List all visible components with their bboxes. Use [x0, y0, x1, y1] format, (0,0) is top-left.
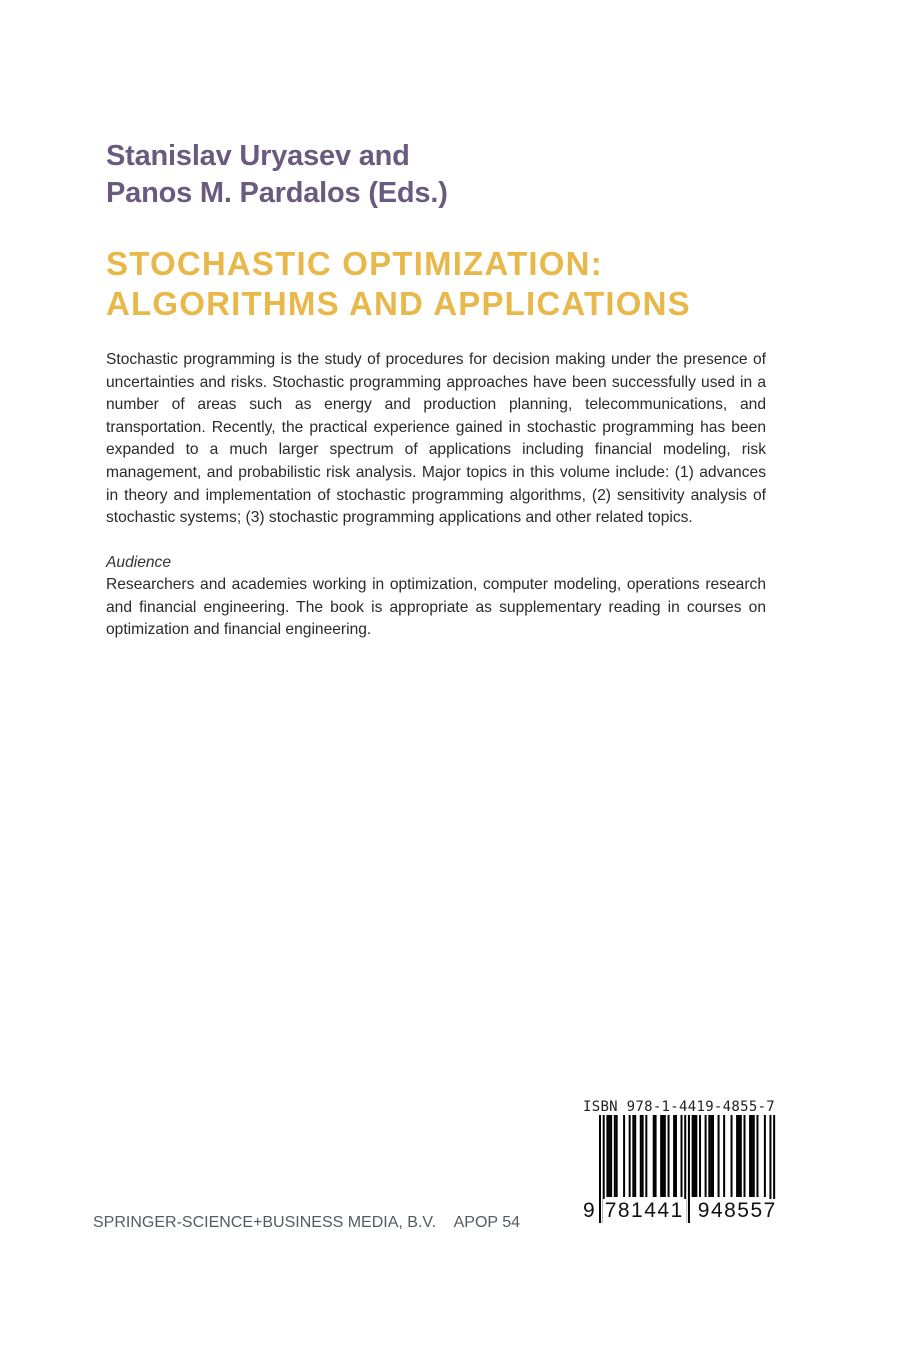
barcode-bar	[645, 1115, 647, 1197]
barcode-bar	[705, 1115, 707, 1197]
barcode-bar	[756, 1115, 758, 1197]
barcode-bar	[623, 1115, 625, 1197]
publisher-line	[93, 1214, 534, 1232]
barcode-bar	[660, 1115, 662, 1197]
barcode-bar	[608, 1115, 610, 1197]
book-title	[106, 244, 691, 324]
barcode-bar	[653, 1115, 655, 1197]
barcode-digit-first: 9	[583, 1199, 595, 1222]
barcode-digits-left: 781441	[604, 1199, 684, 1222]
barcode-bar	[738, 1115, 740, 1197]
barcode-bar	[699, 1115, 701, 1197]
barcode-bar	[708, 1115, 710, 1197]
barcode-bar	[695, 1115, 697, 1197]
barcode-bar	[710, 1115, 712, 1197]
barcode-bar	[693, 1115, 695, 1197]
title-line-2: ALGORITHMS AND APPLICATIONS	[106, 285, 691, 322]
barcode-bar	[655, 1115, 657, 1197]
series-code: APOP 54	[453, 1214, 521, 1231]
author-names	[106, 138, 448, 212]
barcode-bar	[610, 1115, 612, 1197]
barcode-digits-right: 948557	[697, 1199, 777, 1222]
barcode-bar	[731, 1115, 733, 1197]
barcode-bar	[749, 1115, 751, 1197]
barcode-bar	[640, 1115, 642, 1197]
isbn-label: ISBN 978-1-4419-4855-7	[583, 1099, 776, 1115]
book-description	[106, 349, 766, 530]
barcode-bar	[616, 1115, 618, 1197]
audience-heading: Audience	[106, 554, 172, 571]
barcode-bar	[668, 1115, 670, 1197]
barcode-bar	[662, 1115, 664, 1197]
barcode-bar	[614, 1115, 616, 1197]
barcode-bar	[753, 1115, 755, 1197]
barcode-bar	[744, 1115, 746, 1197]
barcode-bar	[634, 1115, 636, 1197]
barcode-bar	[673, 1115, 675, 1197]
barcode-bar	[740, 1115, 742, 1197]
barcode-bar	[723, 1115, 725, 1197]
barcode-bar	[736, 1115, 738, 1197]
barcode-bar	[718, 1115, 720, 1197]
title-line-1: STOCHASTIC OPTIMIZATION:	[106, 245, 603, 282]
barcode-bar	[606, 1115, 608, 1197]
barcode-bar	[675, 1115, 677, 1197]
barcode-bar	[642, 1115, 644, 1197]
author-line-1: Stanislav Uryasev and	[106, 140, 410, 172]
barcode-digits	[583, 1197, 777, 1223]
barcode-bar	[632, 1115, 634, 1197]
barcode-bar	[751, 1115, 753, 1197]
description-paragraph: Stochastic programming is the study of procedures for decision making under the presence of uncertainties and risks. Stochastic programming approaches have been successfully used in a number of areas such as energy and production planning, telecommunications, and transportation. Recently, the practical experience gained in stochastic programming has been expanded to a much larger spectrum of applications including financial modeling, risk management, and probabilistic risk analysis. Major topics in this volume include: (1) advances in theory and implementation of stochastic programming algorithms, (2) sensitivity analysis of stochastic systems; (3) stochastic programming applications and other related topics.	[106, 351, 766, 527]
barcode-bar	[664, 1115, 666, 1197]
barcode-bar	[629, 1115, 631, 1197]
barcode-bar	[681, 1115, 683, 1197]
audience-text: Researchers and academies working in optimization, computer modeling, operations research and financial engineering. The book is appropriate as supplementary reading in courses on optimization and financial engineering.	[106, 576, 766, 639]
author-line-2: Panos M. Pardalos (Eds.)	[106, 177, 448, 209]
publisher-name: SPRINGER-SCIENCE+BUSINESS MEDIA, B.V.	[93, 1214, 437, 1231]
barcode-bar	[712, 1115, 714, 1197]
barcode-bar	[692, 1115, 694, 1197]
barcode-bar	[764, 1115, 766, 1197]
